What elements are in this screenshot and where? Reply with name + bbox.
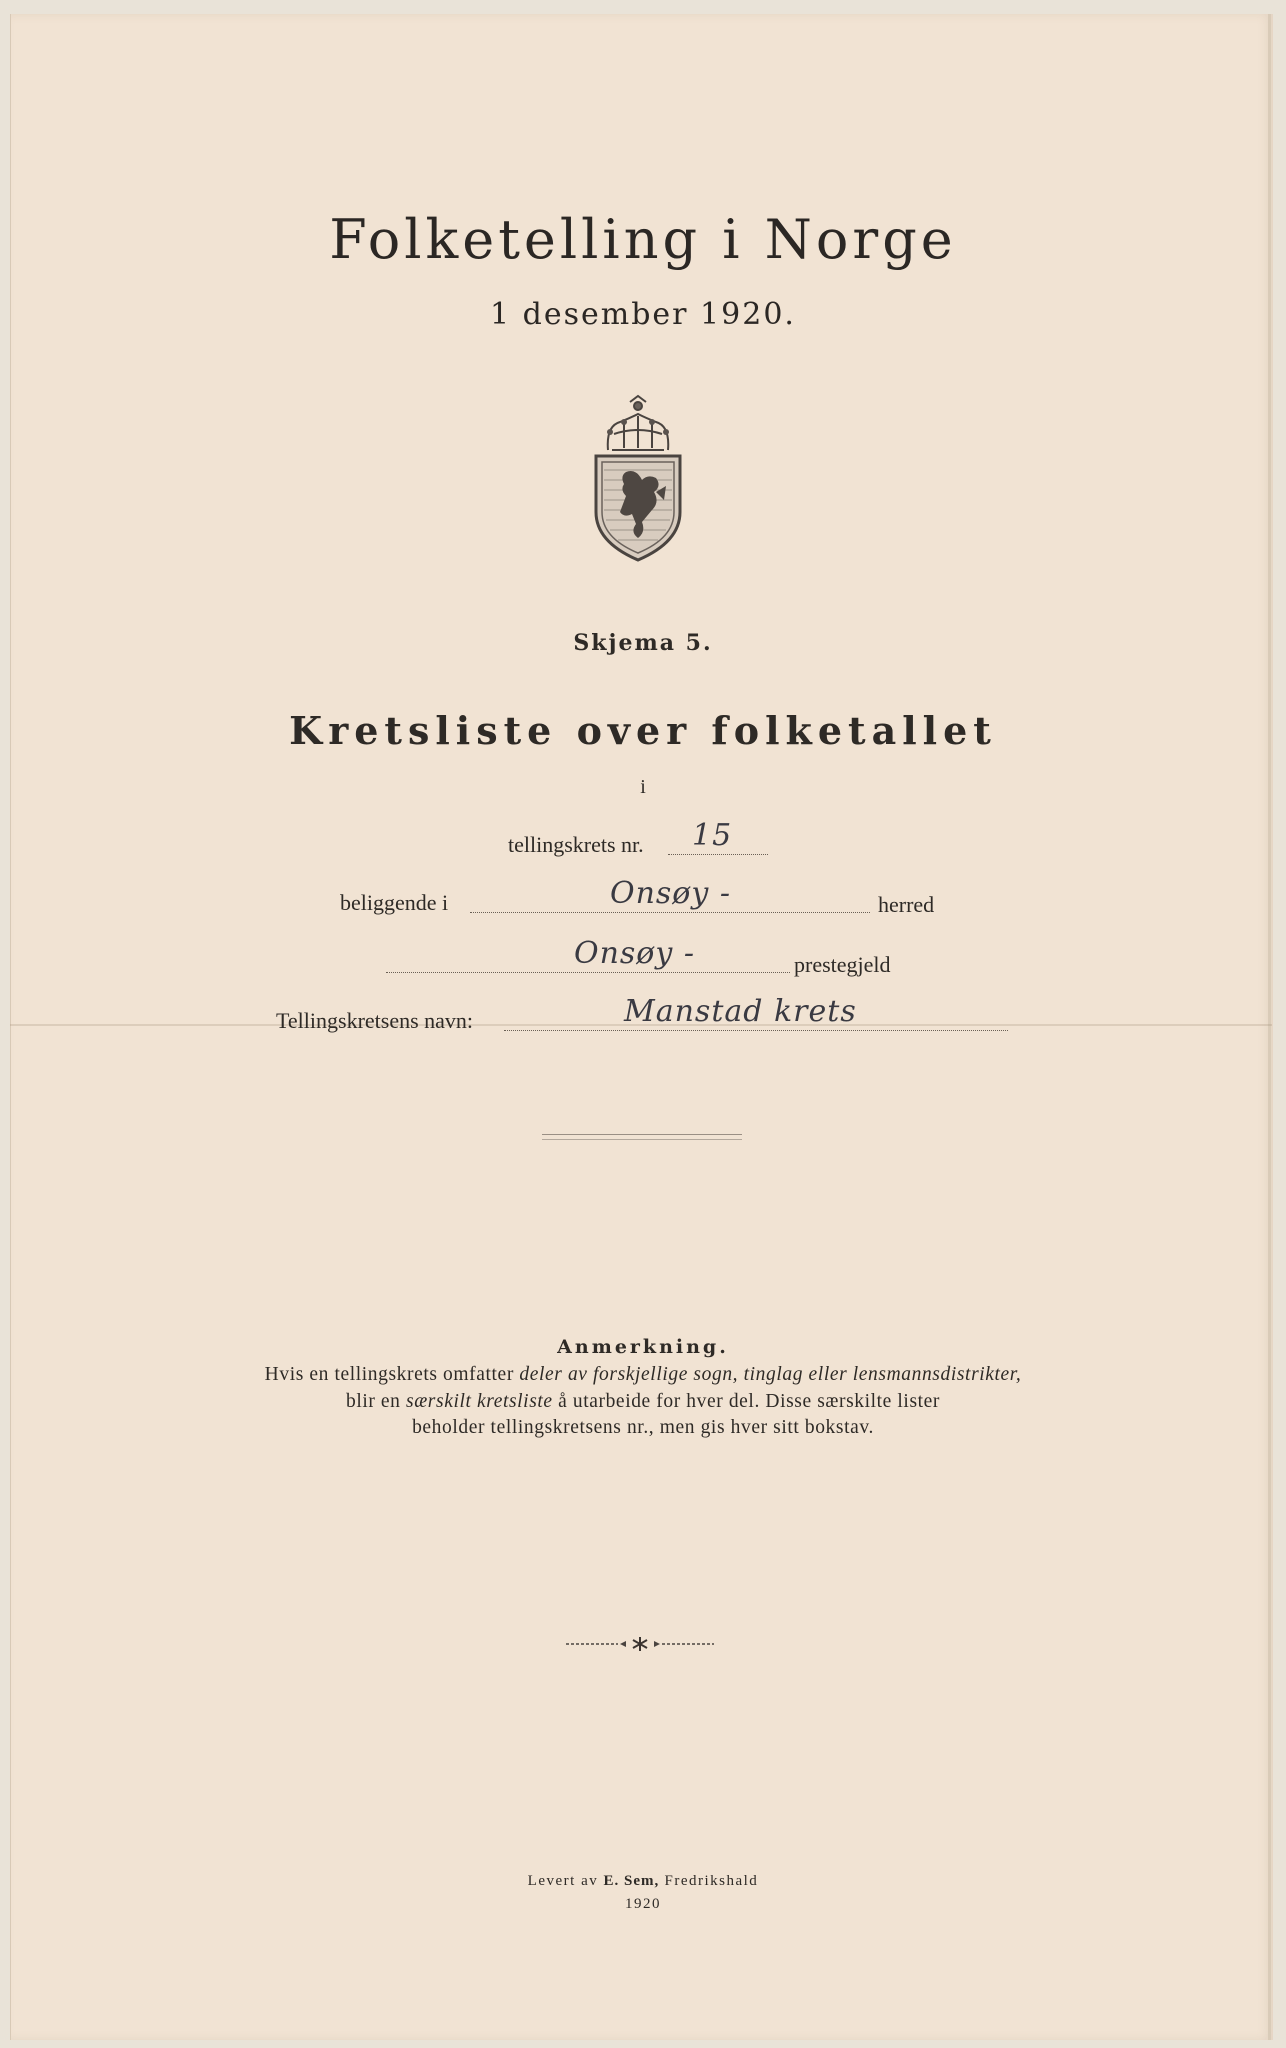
note-line-3: beholder tellingskretsens nr., men gis hver sitt bokstav.	[412, 1417, 874, 1438]
note-line-1-text: Hvis en tellingskrets omfatter	[264, 1364, 514, 1385]
herred-label: herred	[878, 892, 935, 917]
kretsnavn-line	[504, 1030, 1008, 1031]
note-line-2	[0, 1391, 1286, 1413]
schema-number: Skjema 5.	[573, 630, 713, 656]
printer-place: Fredrikshald	[664, 1873, 759, 1889]
printer-name: E. Sem,	[603, 1873, 660, 1889]
subtitle-connector: i	[640, 776, 646, 798]
tellingskrets-value: 15	[692, 818, 733, 853]
separator-rule-secondary	[542, 1139, 742, 1140]
kretsnavn-label: Tellingskretsens navn:	[276, 1008, 474, 1033]
census-date: 1 desember 1920.	[490, 297, 796, 332]
note-line-1-emphasis: deler av forskjellige sogn, tinglag eller lensmannsdistrikter,	[519, 1364, 1022, 1385]
note-line-2-text-b: å utarbeide for hver del. Disse særskilte lister	[558, 1391, 941, 1412]
tellingskrets-line	[668, 854, 768, 855]
printer-year: 1920	[625, 1896, 661, 1912]
note-line-2-text-a: blir en	[345, 1391, 401, 1412]
kretsnavn-value: Manstad krets	[624, 994, 857, 1029]
printer-prefix: Levert av	[527, 1873, 599, 1889]
prestegjeld-value: Onsøy -	[574, 936, 695, 971]
tellingskrets-label: tellingskrets nr.	[508, 832, 644, 857]
document-title: Folketelling i Norge	[329, 208, 957, 271]
beliggende-value: Onsøy -	[610, 876, 731, 911]
printer-credit	[0, 1873, 1286, 1890]
beliggende-label: beliggende i	[340, 890, 449, 915]
beliggende-line	[470, 912, 870, 913]
note-heading: Anmerkning.	[557, 1336, 729, 1358]
separator-rule	[542, 1134, 742, 1135]
prestegjeld-label: prestegjeld	[794, 952, 891, 977]
norwegian-coat-of-arms-icon	[590, 392, 686, 562]
prestegjeld-line	[386, 972, 790, 973]
ornament-divider-icon	[560, 1634, 720, 1654]
note-line-1	[0, 1364, 1286, 1386]
note-line-2-emphasis: særskilt kretsliste	[406, 1391, 553, 1412]
form-subtitle: Kretsliste over folketallet	[289, 708, 997, 753]
